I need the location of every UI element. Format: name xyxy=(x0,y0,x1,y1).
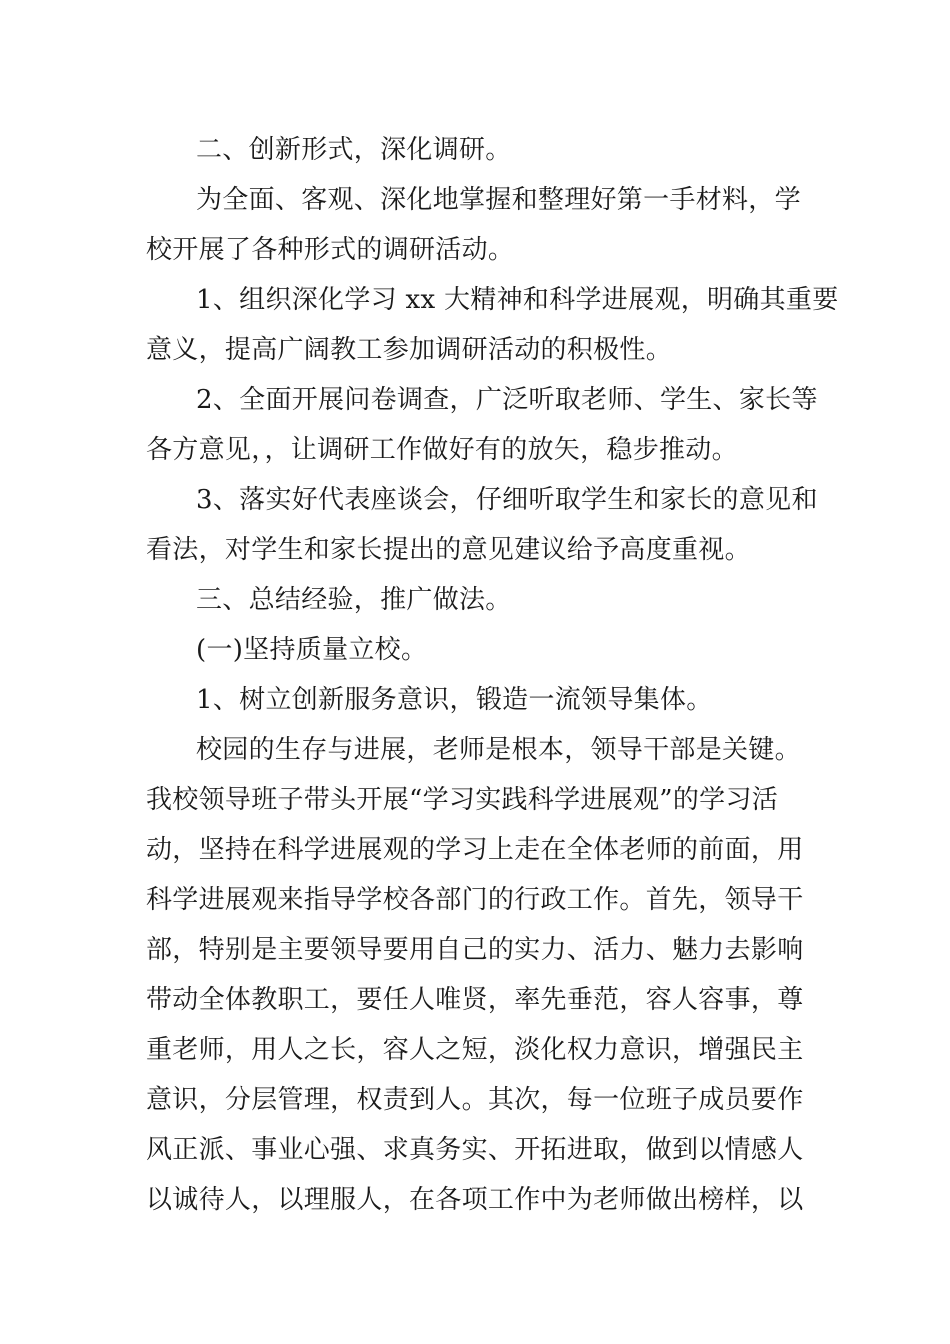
paragraph-line: 带动全体教职工，要任人唯贤，率先垂范，容人容事，尊 xyxy=(146,985,804,1015)
paragraph-line: 我校领导班子带头开展“学习实践科学进展观”的学习活 xyxy=(146,785,779,815)
list-item-2-line: 2、全面开展问卷调查，广泛听取老师、学生、家长等 xyxy=(196,385,818,415)
paragraph-line: 校开展了各种形式的调研活动。 xyxy=(146,235,515,265)
paragraph-line: 以诚待人，以理服人，在各项工作中为老师做出榜样，以 xyxy=(146,1185,804,1215)
paragraph-line: 意识，分层管理，权责到人。其次，每一位班子成员要作 xyxy=(146,1085,804,1115)
paragraph-line: 重老师，用人之长，容人之短，淡化权力意识，增强民主 xyxy=(146,1035,804,1065)
list-item-1-line: 意义，提高广阔教工参加调研活动的积极性。 xyxy=(146,335,673,365)
heading-section-3: 三、总结经验，推广做法。 xyxy=(196,585,512,615)
paragraph-line: 为全面、客观、深化地掌握和整理好第一手材料，学 xyxy=(196,185,801,215)
paragraph-line: 校园的生存与进展，老师是根本，领导干部是关键。 xyxy=(196,735,801,765)
list-item-line: 1、树立创新服务意识，锻造一流领导集体。 xyxy=(196,685,713,715)
paragraph-line: 科学进展观来指导学校各部门的行政工作。首先，领导干 xyxy=(146,885,804,915)
list-item-3-line: 看法，对学生和家长提出的意见建议给予高度重视。 xyxy=(146,535,751,565)
list-item-1-line: 1、组织深化学习 xx 大精神和科学进展观，明确其重要 xyxy=(196,285,839,315)
paragraph-line: 风正派、事业心强、求真务实、开拓进取，做到以情感人 xyxy=(146,1135,804,1165)
subheading-1: (一)坚持质量立校。 xyxy=(196,635,428,665)
list-item-2-line: 各方意见，，让调研工作做好有的放矢，稳步推动。 xyxy=(146,435,738,465)
heading-section-2: 二、创新形式，深化调研。 xyxy=(196,135,512,165)
paragraph-line: 部，特别是主要领导要用自己的实力、活力、魅力去影响 xyxy=(146,935,804,965)
paragraph-line: 动，坚持在科学进展观的学习上走在全体老师的前面，用 xyxy=(146,835,804,865)
list-item-3-line: 3、落实好代表座谈会，仔细听取学生和家长的意见和 xyxy=(196,485,818,515)
